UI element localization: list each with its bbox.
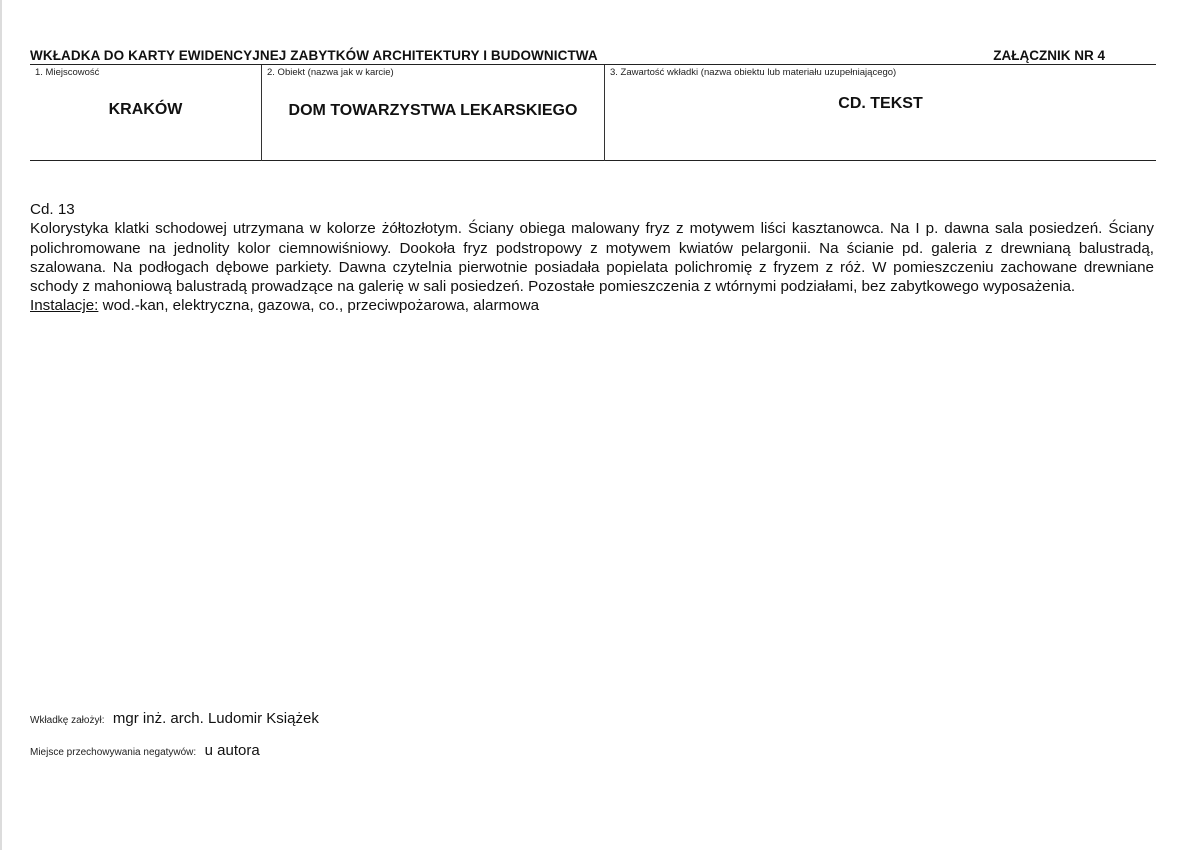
field-locality-value: KRAKÓW xyxy=(108,101,183,118)
field-object xyxy=(261,65,604,161)
document-title: WKŁADKA DO KARTY EWIDENCYJNEJ ZABYTKÓW ARCHITEKTURY I BUDOWNICTWA xyxy=(30,48,598,63)
field-object-label: 2. Obiekt (nazwa jak w karcie) xyxy=(267,67,394,78)
field-locality-label: 1. Miejscowość xyxy=(35,67,100,78)
description-paragraph: Kolorystyka klatki schodowej utrzymana w kolorze żółtozłotym. Ściany obiega malowany fryz z motywem liści kasztanowca. Na I p. dawna sala posiedzeń. Ściany polichromowane na jednolity kolor ciemnowiśniowy. Dookoła fryz podstropowy z motywem kwiatów pelargonii. Na ścianie pd. galeria z drewnianą balustradą, szalowana. Na podłogach dębowe parkiety. Dawna czytelnia pierwotnie posiadała popielata polichromię z fryzem z róż. W pomieszczeniu zachowane drewniane schody z mahoniową balustradą prowadzące na galerię w sali posiedzeń. Pozostałe pomieszczenia z wtórnymi podziałami, bez zabytkowego wyposażenia. xyxy=(30,220,1154,296)
field-object-value: DOM TOWARZYSTWA LEKARSKIEGO xyxy=(288,102,578,119)
author-value: mgr inż. arch. Ludomir Książek xyxy=(112,710,319,727)
negatives-location-label: Miejsce przechowywania negatywów: xyxy=(30,747,197,758)
continuation-marker: Cd. 13 xyxy=(30,201,75,218)
annex-number: ZAŁĄCZNIK NR 4 xyxy=(993,48,1105,63)
info-table xyxy=(30,65,1156,161)
installations-label: Instalacje: xyxy=(30,297,99,315)
installations-value: wod.-kan, elektryczna, gazowa, co., przeciwpożarowa, alarmowa xyxy=(98,297,540,315)
field-content-value: CD. TEKST xyxy=(838,95,923,112)
installations-line xyxy=(30,296,1154,315)
author-label: Wkładkę założył: xyxy=(30,715,105,726)
negatives-location-value: u autora xyxy=(204,742,260,759)
field-content xyxy=(604,65,1156,161)
body-text xyxy=(30,200,1154,316)
negatives-location-line xyxy=(30,742,260,760)
author-line xyxy=(30,710,319,728)
field-locality xyxy=(30,65,261,161)
field-content-label: 3. Zawartość wkładki (nazwa obiektu lub materiału uzupełniającego) xyxy=(610,67,897,78)
